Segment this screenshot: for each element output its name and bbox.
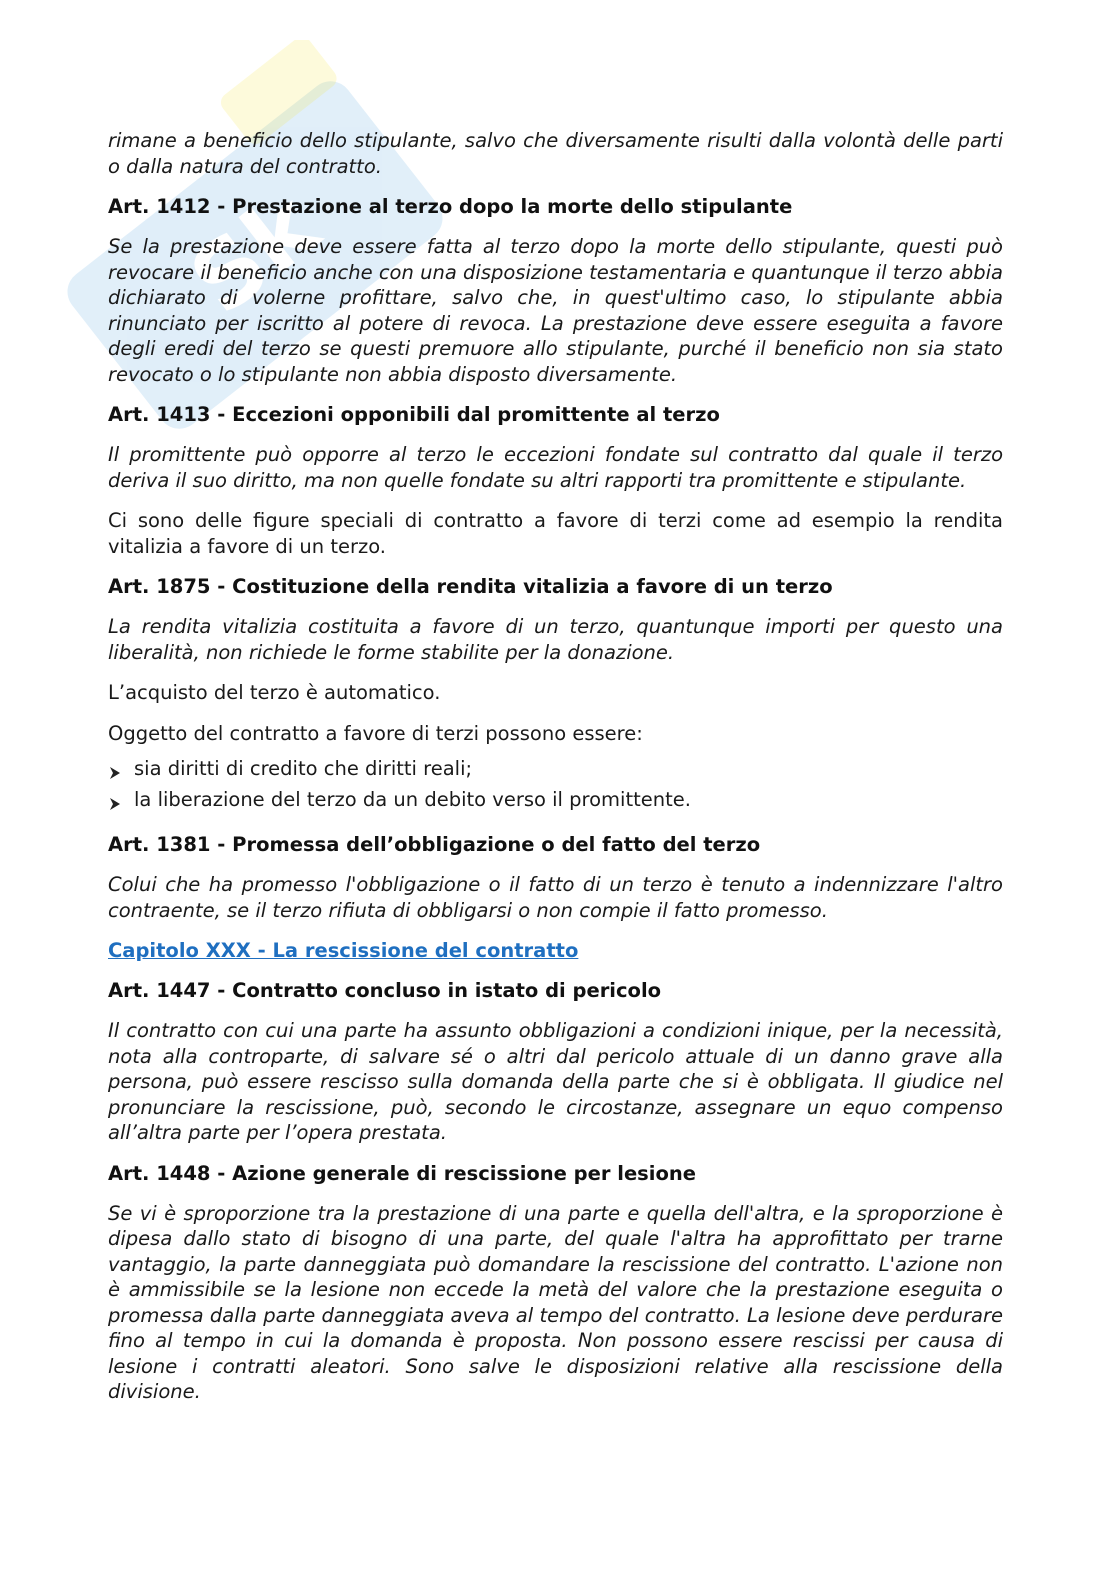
- svg-text:Sk: Sk: [170, 172, 338, 336]
- bullet-list: [108, 756, 1003, 817]
- article-heading: Art. 1447 - Contratto concluso in istato di pericolo: [108, 979, 662, 1002]
- arrow-bullet-icon: [108, 787, 134, 818]
- article-heading: Art. 1412 - Prestazione al terzo dopo la morte dello stipulante: [108, 195, 793, 218]
- body-paragraph: Ci sono delle figure speciali di contratto a favore di terzi come ad esempio la rendita vitalizia a favore di un terzo.: [108, 509, 1003, 558]
- document-page: [108, 128, 1003, 1420]
- list-item-text: la liberazione del terzo da un debito verso il promittente.: [134, 787, 691, 811]
- article-heading: Art. 1413 - Eccezioni opponibili dal promittente al terzo: [108, 403, 720, 426]
- body-paragraph: L’acquisto del terzo è automatico.: [108, 681, 441, 704]
- list-item: [108, 787, 1003, 818]
- chapter-heading: [108, 938, 1003, 963]
- chapter-link[interactable]: Capitolo XXX - La rescissione del contratto: [108, 939, 579, 962]
- article-heading: Art. 1381 - Promessa dell’obbligazione o del fatto del terzo: [108, 833, 761, 856]
- list-item-text: sia diritti di credito che diritti reali;: [134, 757, 473, 780]
- italic-paragraph: La rendita vitalizia costituita a favore di un terzo, quantunque importi per questo una liberalità, non richiede le forme stabilite per la donazione.: [108, 615, 1003, 664]
- arrow-bullet-icon: [108, 756, 134, 787]
- list-item: [108, 756, 1003, 787]
- italic-paragraph: Il contratto con cui una parte ha assunto obbligazioni a condizioni inique, per la necessità, nota alla controparte, di salvare sé o altri dal pericolo attuale di un danno grave alla persona, può essere rescisso sulla domanda della parte che si è obbligata. Il giudice nel pronunciare la rescissione, può, secondo le circostanze, assegnare un equo compenso all’altra parte per l’opera prestata.: [108, 1019, 1003, 1144]
- italic-paragraph: Colui che ha promesso l'obbligazione o il fatto di un terzo è tenuto a indennizzare l'altro contraente, se il terzo rifiuta di obbligarsi o non compie il fatto promesso.: [108, 873, 1003, 922]
- italic-paragraph: Il promittente può opporre al terzo le eccezioni fondate sul contratto dal quale il terzo deriva il suo diritto, ma non quelle fondate su altri rapporti tra promittente e stipulante.: [108, 443, 1003, 492]
- article-heading: Art. 1875 - Costituzione della rendita vitalizia a favore di un terzo: [108, 575, 833, 598]
- italic-paragraph: rimane a beneficio dello stipulante, salvo che diversamente risulti dalla volontà delle parti o dalla natura del contratto.: [108, 129, 1003, 178]
- body-paragraph: Oggetto del contratto a favore di terzi possono essere:: [108, 721, 643, 745]
- article-heading: Art. 1448 - Azione generale di rescissione per lesione: [108, 1161, 696, 1185]
- italic-paragraph: Se vi è sproporzione tra la prestazione di una parte e quella dell'altra, e la sproporzione è dipesa dallo stato di bisogno di una parte, del quale l'altra ha approfittato per trarne vantaggio, la parte danneggiata può domandare la rescissione del contratto. L'azione non è ammissibile se la lesione non eccede la metà del valore che la prestazione eseguita o promessa dalla parte danneggiata aveva al tempo del contratto. La lesione deve perdurare fino al tempo in cui la domanda è proposta. Non possono essere rescissi per causa di lesione i contratti aleatori. Sono salve le disposizioni relative alla rescissione della divisione.: [108, 1201, 1003, 1403]
- italic-paragraph: Se la prestazione deve essere fatta al terzo dopo la morte dello stipulante, questi può revocare il beneficio anche con una disposizione testamentaria e quantunque il terzo abbia dichiarato di volerne profittare, salvo che, in quest'ultimo caso, lo stipulante abbia rinunciato per iscritto al potere di revoca. La prestazione deve essere eseguita a favore degli eredi del terzo se questi premuore allo stipulante, purché il beneficio non sia stato revocato o lo stipulante non abbia disposto diversamente.: [108, 235, 1003, 386]
